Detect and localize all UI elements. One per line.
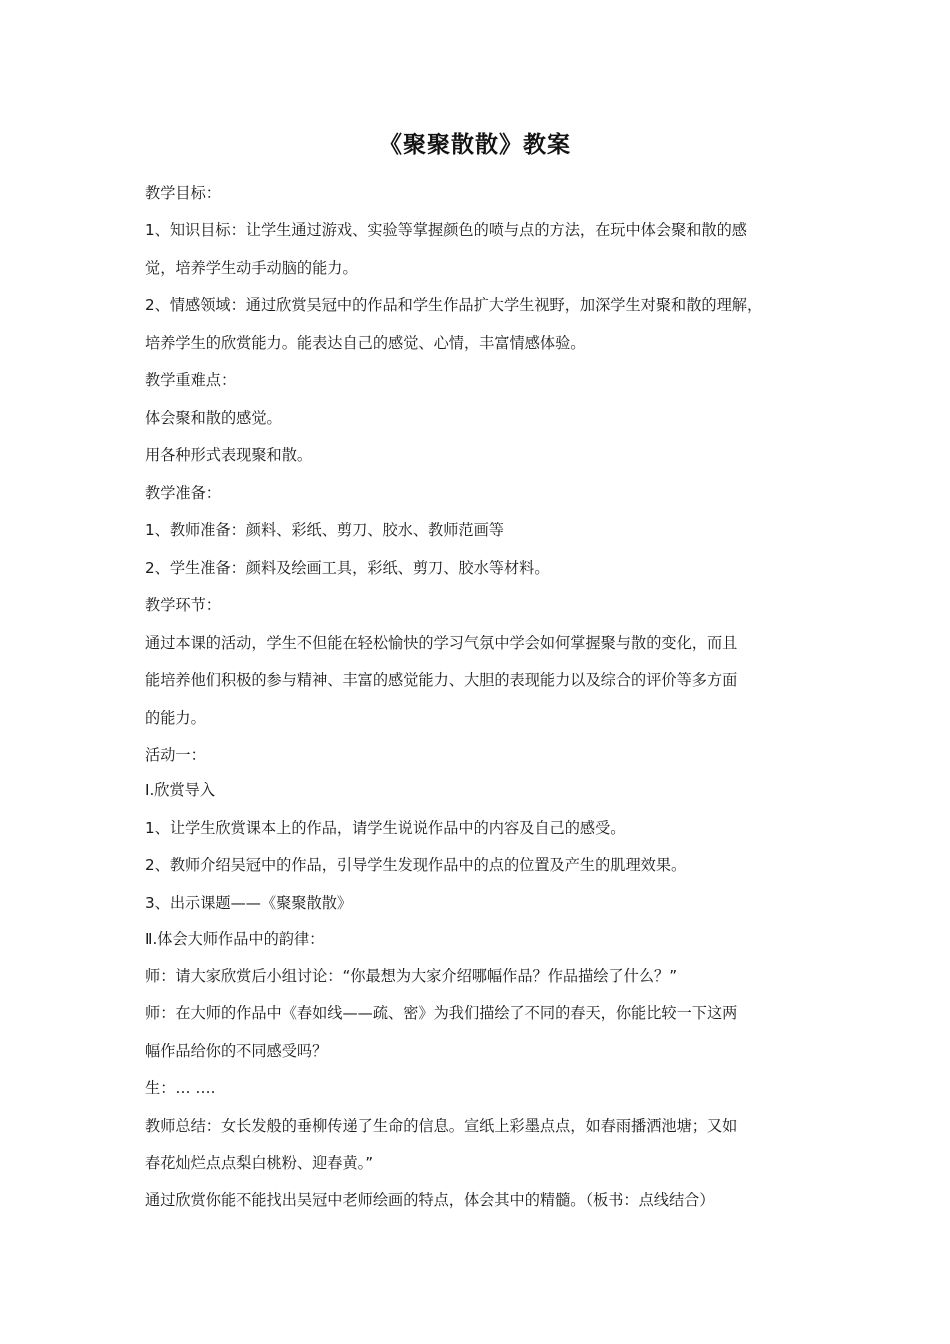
document-title: 《聚聚散散》教案 (379, 132, 571, 158)
paragraph-line: 通过本课的活动，学生不但能在轻松愉快的学习气氛中学会如何掌握聚与散的变化，而且 (145, 634, 738, 652)
section-heading-key-points: 教学重难点： (145, 371, 237, 389)
paragraph-line: 用各种形式表现聚和散。 (145, 446, 313, 464)
paragraph-line: 教师总结：女长发般的垂柳传递了生命的信息。宣纸上彩墨点点，如春雨播洒池塘；又如 (145, 1117, 738, 1135)
paragraph-line: 2、教师介绍吴冠中的作品，引导学生发现作品中的点的位置及产生的肌理效果。 (145, 856, 687, 874)
section-heading-objectives: 教学目标： (145, 184, 221, 202)
section-heading-preparation: 教学准备： (145, 484, 221, 502)
paragraph-line: 能培养他们积极的参与精神、丰富的感觉能力、大胆的表现能力以及综合的评价等多方面 (145, 671, 738, 689)
paragraph-line: 师：在大师的作品中《春如线——疏、密》为我们描绘了不同的春天，你能比较一下这两 (145, 1004, 738, 1022)
paragraph-line: 2、学生准备：颜料及绘画工具，彩纸、剪刀、胶水等材料。 (145, 559, 550, 577)
paragraph-line: 1、让学生欣赏课本上的作品，请学生说说作品中的内容及自己的感受。 (145, 819, 626, 837)
paragraph-line: 体会聚和散的感觉。 (145, 409, 282, 427)
section-heading-activity-one: 活动一： (145, 746, 206, 764)
section-heading-procedure: 教学环节： (145, 596, 221, 614)
paragraph-line: 师：请大家欣赏后小组讨论：“你最想为大家介绍哪幅作品？作品描绘了什么？” (145, 967, 678, 985)
paragraph-line: 3、出示课题——《聚聚散散》 (145, 894, 353, 912)
paragraph-line: 培养学生的欣赏能力。能表达自己的感觉、心情，丰富情感体验。 (145, 334, 586, 352)
paragraph-line: 1、知识目标：让学生通过游戏、实验等掌握颜色的喷与点的方法，在玩中体会聚和散的感 (145, 221, 747, 239)
paragraph-line: 1、教师准备：颜料、彩纸、剪刀、胶水、教师范画等 (145, 521, 504, 539)
paragraph-line: 生：… …. (145, 1079, 216, 1097)
subsection-heading: Ⅱ.体会大师作品中的韵律： (145, 930, 325, 948)
paragraph-line: 的能力。 (145, 709, 206, 727)
subsection-heading: Ⅰ.欣赏导入 (145, 781, 216, 799)
paragraph-line: 春花灿烂点点梨白桃粉、迎春黄。” (145, 1154, 374, 1172)
paragraph-line: 通过欣赏你能不能找出吴冠中老师绘画的特点，体会其中的精髓。（板书：点线结合） (145, 1191, 715, 1209)
paragraph-line: 幅作品给你的不同感受吗？ (145, 1042, 328, 1060)
paragraph-line: 觉，培养学生动手动脑的能力。 (145, 259, 358, 277)
paragraph-line: 2、情感领域：通过欣赏吴冠中的作品和学生作品扩大学生视野，加深学生对聚和散的理解， (145, 296, 763, 314)
